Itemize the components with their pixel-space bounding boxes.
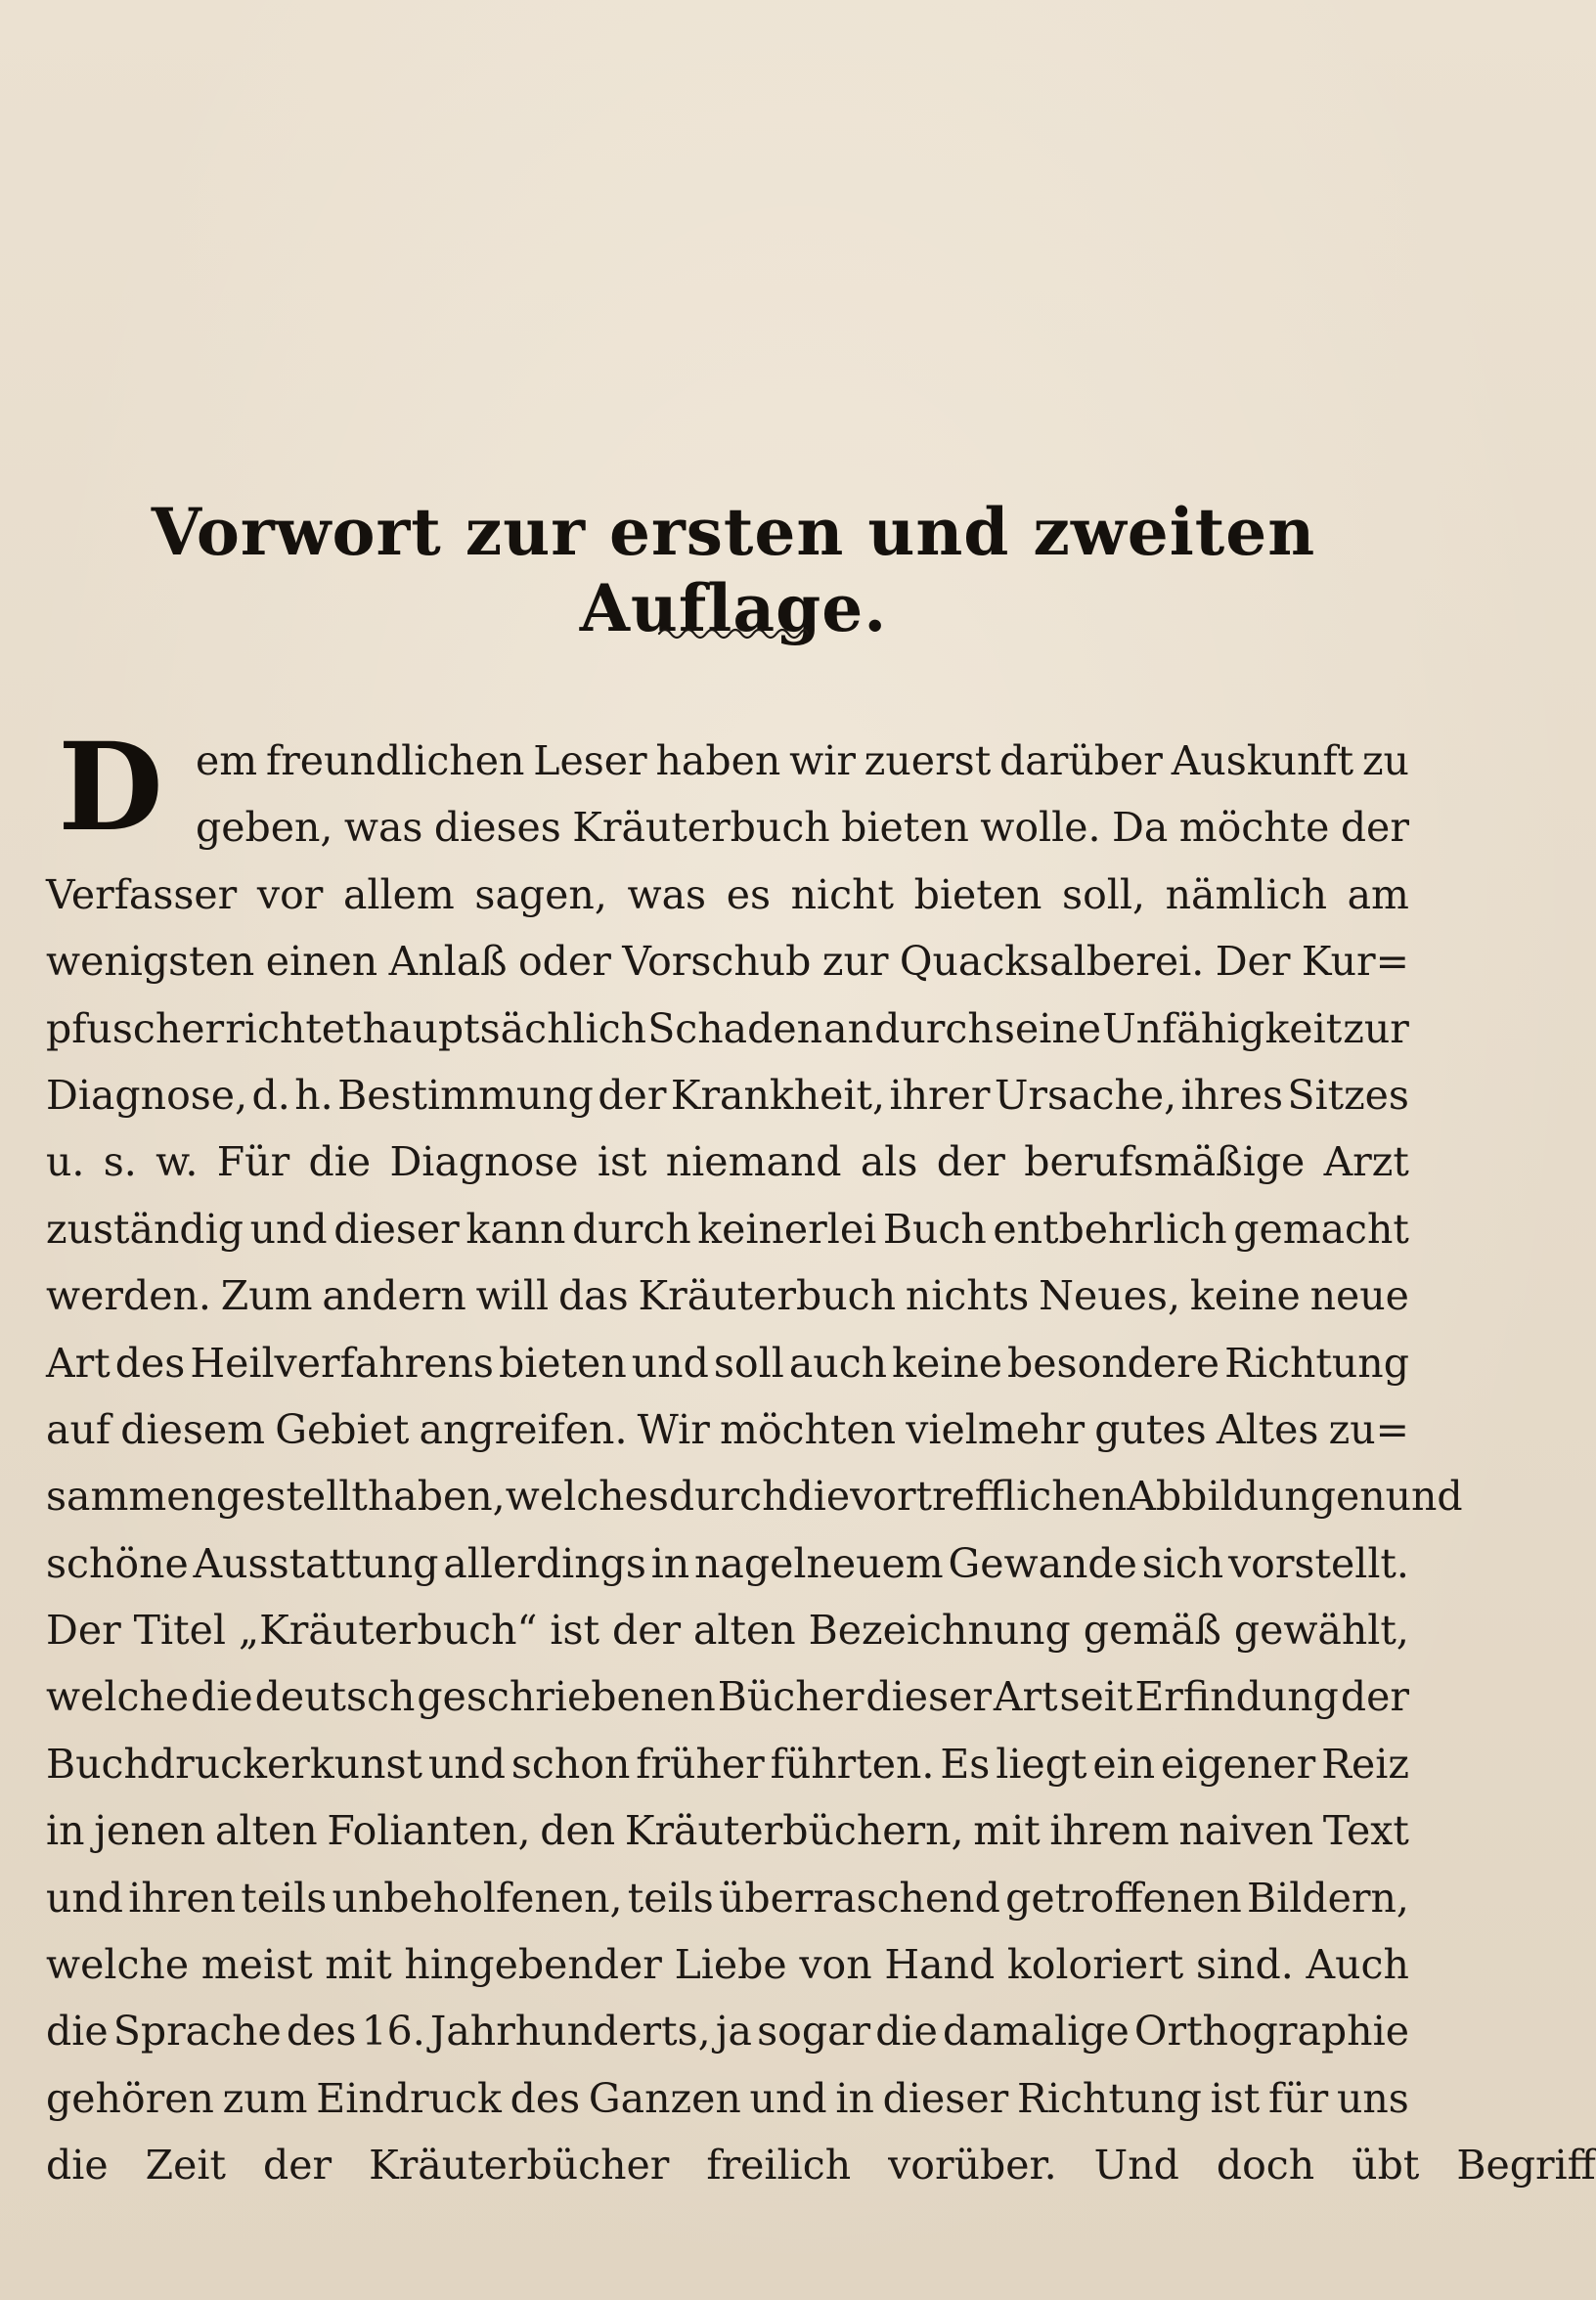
text-line: Diagnose, d. h. Bestimmung der Krankheit, ihrer Ursache, ihres Sitzes [46, 1071, 1409, 1119]
text-line: gehören zum Eindruck des Ganzen und in dieser Richtung ist für uns [46, 2074, 1409, 2122]
text-line: die Zeit der Kräuterbücher freilich vorüber. Und doch übt Begriff [46, 2142, 1596, 2189]
text-line: und ihren teils unbeholfenen, teils überraschend getroffenen Bildern, [46, 1874, 1409, 1922]
text-line: auf diesem Gebiet angreifen. Wir möchten vielmehr gutes Altes zu= [46, 1405, 1409, 1453]
text-line: Buchdruckerkunst und schon früher führten. Es liegt ein eigener Reiz [46, 1740, 1409, 1788]
text-line: pfuscher richtet hauptsächlich Schaden an durch seine Unfähigkeit zur [46, 1004, 1409, 1052]
text-line: die Sprache des 16. Jahrhunderts, ja sogar die damalige Orthographie [46, 2008, 1409, 2056]
text-line: werden. Zum andern will das Kräuterbuch nichts Neues, keine neue [46, 1272, 1409, 1320]
text-line: Der Titel „Kräuterbuch“ ist der alten Bezeichnung gemäß gewählt, [46, 1607, 1409, 1655]
text-line: geben, was dieses Kräuterbuch bieten wolle. Da möchte der [196, 804, 1409, 852]
text-line: schöne Ausstattung allerdings in nagelneuem Gewande sich vorstellt. [46, 1539, 1409, 1587]
text-line: u. s. w. Für die Diagnose ist niemand als der berufsmäßige Arzt [46, 1138, 1409, 1186]
text-line: welche meist mit hingebender Liebe von Hand koloriert sind. Auch [46, 1941, 1409, 1989]
text-line: zuständig und dieser kann durch keinerlei Buch entbehrlich gemacht [46, 1205, 1409, 1253]
text-line: in jenen alten Folianten, den Kräuterbüchern, mit ihrem naiven Text [46, 1807, 1409, 1855]
drop-cap-initial: D [58, 717, 163, 859]
text-line: wenigsten einen Anlaß oder Vorschub zur Quacksalberei. Der Kur= [46, 938, 1409, 986]
text-line: em freundlichen Leser haben wir zuerst darüber Auskunft zu [196, 737, 1409, 784]
body-paragraph [46, 717, 1596, 2199]
text-line: Art des Heilverfahrens bieten und soll auch keine besondere Richtung [46, 1339, 1409, 1387]
text-line: Verfasser vor allem sagen, was es nicht bieten soll, nämlich am [46, 870, 1409, 918]
text-line: welche die deutsch geschriebenen Bücher dieser Art seit Erfindung der [46, 1673, 1409, 1721]
text-line: sammengestellt haben, welches durch die vortrefflichen Abbildungen und [46, 1473, 1463, 1521]
wavy-line-ornament-icon [657, 622, 810, 645]
chapter-heading: Vorwort zur ersten und zweiten Auflage. [151, 494, 1316, 646]
